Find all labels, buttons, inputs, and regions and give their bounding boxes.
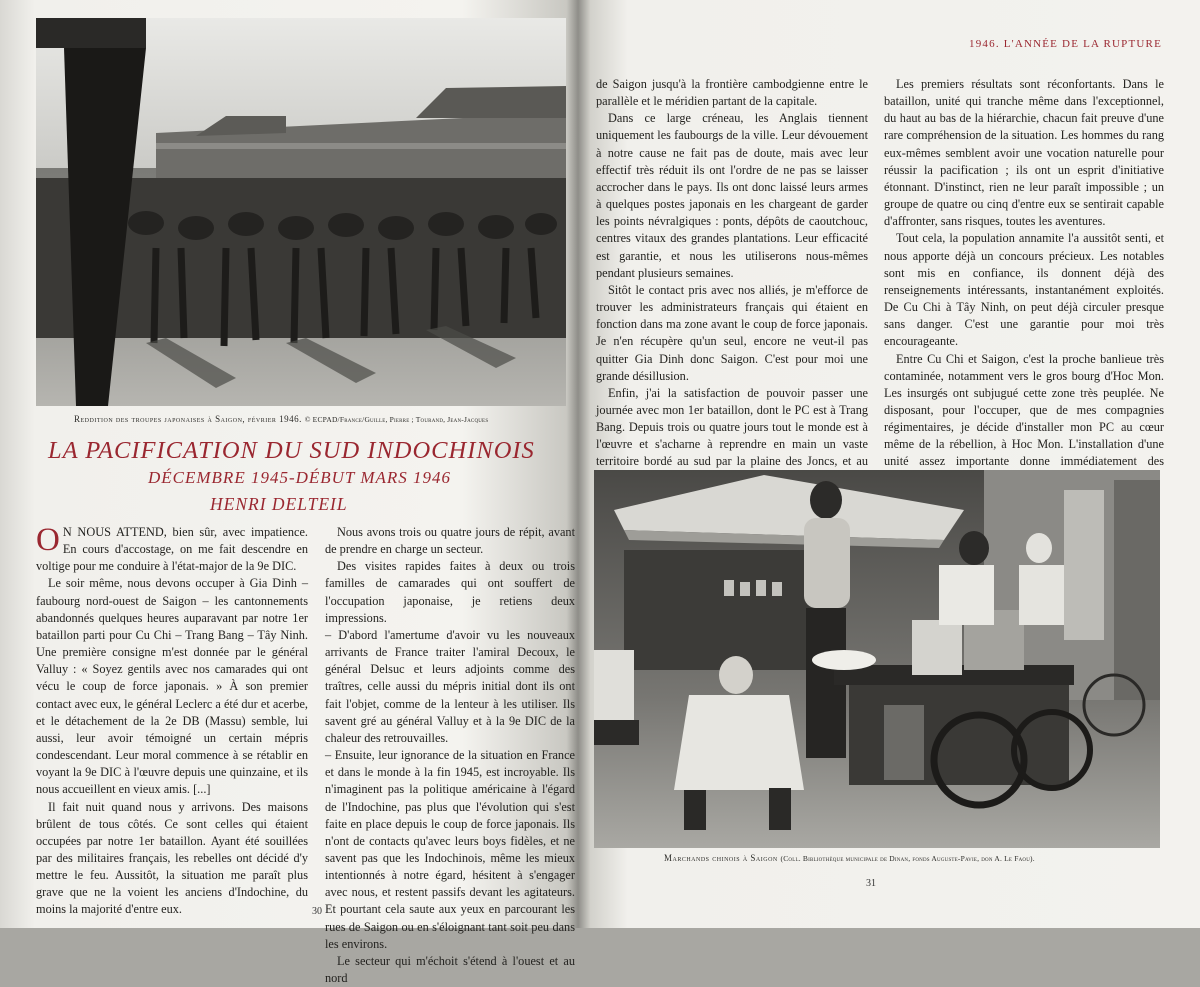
paragraph: Il fait nuit quand nous y arrivons. Des maisons brûlent de tous côtés. Ce sont celles qui étaient occupées par notre 1er bataillon. Ayant été souillées par des militaires français, les rebelles ont décidé d'y mettre le feu. Aussitôt, la situation me paraît plus grave que ne la voient les anciens d'Indochine, du moins la majorité d'entre eux. — [36, 799, 308, 917]
paragraph: de Saigon jusqu'à la frontière cambodgienne entre le parallèle et le méridien partant de la capitale. — [596, 77, 868, 109]
paragraph: – Ensuite, leur ignorance de la situation en France et dans le monde à la fin 1945, est incroyable. Ils n'imaginent pas la politique américaine à l'égard de l'Indochine, pas plus que l'évolution qui s'est faite en place depuis le coup de force japonais. Ils n'ont de contacts qu'avec leurs boys fidèles, et ne savent pas que les Indochinois, même les mieux intentionnés à notre égard, hésitent à s'engager avec nous, et restent passifs devant les agitateurs. Et pourtant cela saute aux yeux en parcourant les rues de Saigon ou en s'éloignant tant soit peu dans les environs. — [325, 748, 575, 951]
surrender-photo — [36, 18, 566, 406]
paragraph: Les premiers résultats sont réconfortants. Dans le bataillon, unité qui tranche même dans l'exceptionnel, du haut au bas de la hiérarchie, chacun fait preuve d'une rare compréhension de la situation. Les hommes du rang eux-mêmes semblent avoir une vocation naturelle pour réussir la pacification ; ils ont un esprit d'initiative étonnant. D'instinct, rien ne leur paraît impossible ; un groupe de quatre ou cinq d'entre eux se sentirait capable d'affronter, sans risques, toutes les aventures. — [884, 77, 1164, 229]
vendors-photo — [594, 470, 1160, 848]
surrender-photo-caption — [74, 414, 488, 424]
article-author: HENRI DELTEIL — [210, 494, 348, 514]
paragraph-text: N NOUS ATTEND, bien sûr, avec impatience. En cours d'accostage, on me fait descendre en voltige pour me conduire à l'état-major de la 9e DIC. — [36, 525, 308, 574]
vendors-photo-caption — [664, 853, 1035, 863]
right-page — [578, 0, 1200, 928]
caption-credit: © ECPAD/France/Guille, Pierre ; Tourand, Jean-Jacques — [304, 415, 489, 424]
paragraph: Des visites rapides faites à deux ou trois familles de camarades qui ont souffert de l'occupation japonaise, je retiens deux impressions. — [325, 559, 575, 625]
left-column-1 — [36, 524, 308, 919]
right-column-2 — [884, 76, 1164, 488]
paragraph: Sitôt le contact pris avec nos alliés, je m'efforce de trouver les administrateurs français qui étaient en fonction dans ma zone avant le coup de force japonais. Je n'en récupère qu'un seul, encore ne veut-il pas quitter Gia Dinh donc Saigon. C'est pour moi une grande désillusion. — [596, 282, 868, 383]
paragraph: Le soir même, nous devons occuper à Gia Dinh – faubourg nord-ouest de Saigon – les cantonnements abandonnés quelques heures auparavant par notre 1er bataillon parti pour Cu Chi – Trang Bang – Tây Ninh. Une première consigne m'est donnée par le général Valluy : « Soyez gentils avec nos camarades qui ont vécu le coup de force japonais. » À son premier contact avec eux, le général Leclerc a été dur et acerbe, et le détachement de la 2e DB (Massu) semble, lui aussi, leur avoir témoigné un certain mépris condescendant. Leur moral commence à se rétablir en voyant la 9e DIC à l'œuvre depuis une quinzaine, et ils nous accueillent en vieux amis. [...] — [36, 576, 308, 797]
paragraph: Entre Cu Chi et Saigon, c'est la proche banlieue très contaminée, notamment vers le gros bourg d'Hoc Mon. Les insurgés ont subjugué cette zone très peuplée. Ne disposant, pour l'occuper, que de mes compagnies régimentaires, je décide d'installer mon PC au cœur même de la rébellion, à Hoc Mon. L'installation d'une unité assez importante donne immédiatement des — [884, 351, 1164, 469]
article-subtitle: DÉCEMBRE 1945-DÉBUT MARS 1946 — [148, 468, 452, 487]
article-title: LA PACIFICATION DU SUD INDOCHINOIS — [48, 437, 535, 464]
paragraph: Dans ce large créneau, les Anglais tiennent uniquement les faubourgs de la ville. Leur dévouement à notre cause ne fait pas de doute, mais avec leur effectif très réduit ils ont l'ordre de ne pas se laisser accrocher dans le pays. Ils ont donc laissé leurs armes à quelques postes japonais en les chargeant de garder les points névralgiques : ponts, dépôts de caoutchouc, centres vitaux des grandes plantations. Leur efficacité est garantie, et nous les utiliserons nous-mêmes pendant plusieurs semaines. — [596, 111, 868, 280]
vendors-photo-image — [594, 470, 1160, 848]
caption-text: Reddition des troupes japonaises à Saigon, février 1946. — [74, 414, 302, 424]
left-column-2 — [325, 524, 575, 987]
paragraph: Le secteur qui m'échoit s'étend à l'ouest et au nord — [325, 953, 575, 986]
page-number-left: 30 — [312, 906, 322, 917]
right-column-1 — [596, 76, 868, 505]
paragraph: Enfin, j'ai la satisfaction de pouvoir passer une journée avec mon 1er bataillon, dont le PC est à Trang Bang. Depuis trois ou quatre jours tout le monde est à l'œuvre et s'acharne à reprendre en main un vaste territoire bordé au sud par la plaine des Joncs, et au — [596, 385, 868, 469]
page-number-right: 31 — [866, 878, 876, 889]
left-page — [0, 0, 578, 986]
caption-credit: (Coll. Bibliothèque municipale de Dinan, fonds Auguste-Pavie, don A. Le Faou). — [780, 854, 1035, 863]
drop-cap: O — [36, 522, 60, 558]
paragraph: Nous avons trois ou quatre jours de répit, avant de prendre en charge un secteur. — [325, 525, 575, 557]
surrender-photo-image — [36, 18, 566, 406]
paragraph: – D'abord l'amertume d'avoir vu les nouveaux arrivants de France traiter l'amiral Decoux, le général Delsuc et leurs adjoints comme des traîtres, celle aussi du mépris initial dont ils ont fait l'objet, comme de la lenteur à les utiliser. Ils savent gré au général Valluy et à la 9e DIC de la chaleur des retrouvailles. — [325, 627, 575, 745]
paragraph: Tout cela, la population annamite l'a aussitôt senti, et nous apporte déjà un concours précieux. Les notables sont mis en confiance, ils donnent déjà des renseignements intéressants, instantanément exploités. De Cu Chi à Tây Ninh, on peut déjà circuler presque sans danger. C'est une garantie pour moi très encourageante. — [884, 231, 1164, 349]
running-head: 1946. L'ANNÉE DE LA RUPTURE — [969, 38, 1162, 50]
caption-text: Marchands chinois à Saigon — [664, 853, 778, 863]
paragraph — [36, 524, 308, 575]
